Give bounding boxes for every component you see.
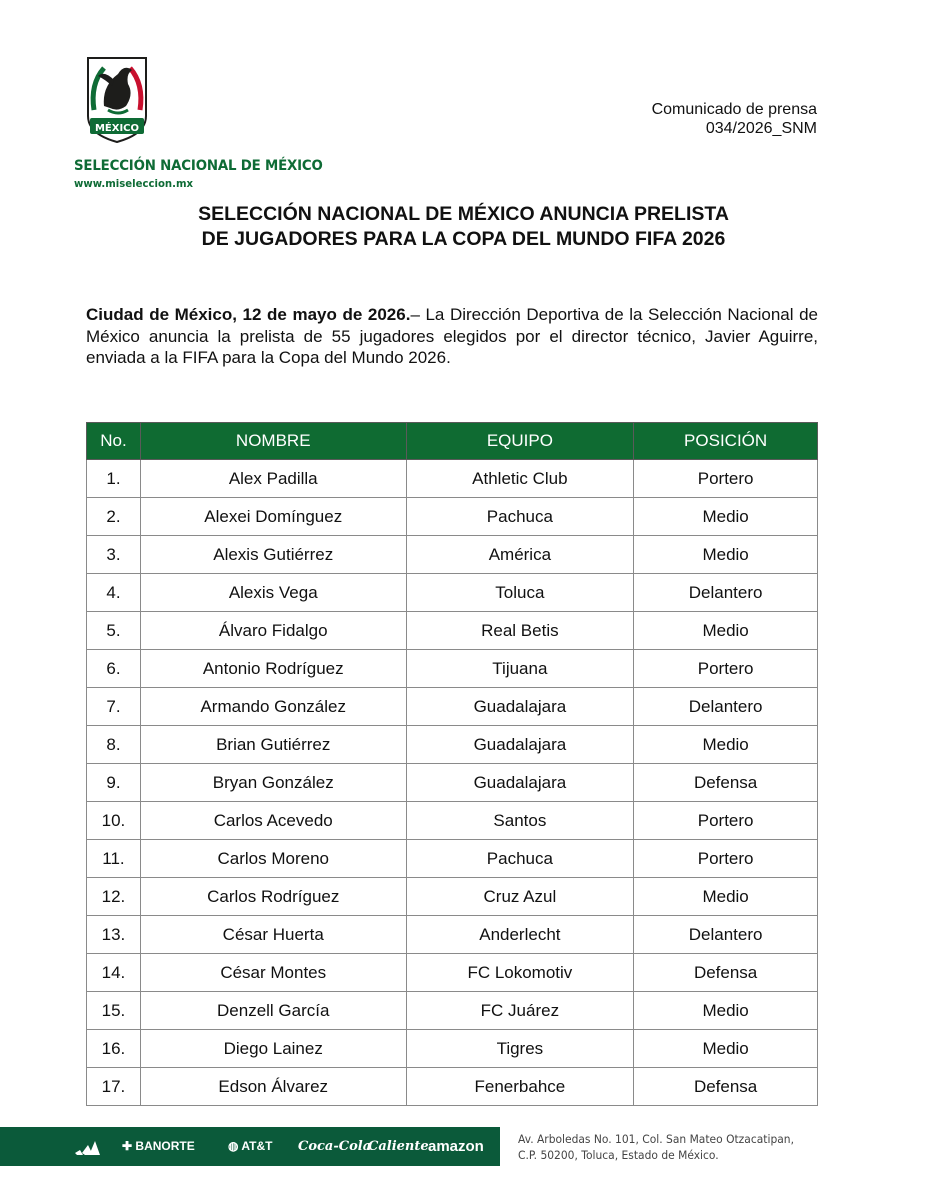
att-globe-icon: ◍ [228,1139,239,1153]
cell-position: Delantero [634,688,818,726]
cell-team: Tigres [406,1030,634,1068]
address [518,1131,794,1163]
cell-name: Antonio Rodríguez [140,650,406,688]
cell-team: Real Betis [406,612,634,650]
footer-bar [0,1127,927,1166]
cell-team: Athletic Club [406,460,634,498]
sponsor-att: ◍ AT&T [228,1139,273,1153]
table-row [87,802,818,840]
table-row [87,650,818,688]
cell-position: Portero [634,460,818,498]
cell-position: Delantero [634,574,818,612]
cell-number: 11. [87,840,141,878]
cell-name: Denzell García [140,992,406,1030]
cell-number: 4. [87,574,141,612]
press-label: Comunicado de prensa [651,101,817,118]
sponsor-strip [0,1127,500,1166]
headline-line-1: SELECCIÓN NACIONAL DE MÉXICO ANUNCIA PRELISTA [198,203,729,225]
table-row [87,916,818,954]
cell-name: Carlos Rodríguez [140,878,406,916]
cell-team: Toluca [406,574,634,612]
cell-team: FC Juárez [406,992,634,1030]
table-row [87,878,818,916]
cell-name: César Huerta [140,916,406,954]
table-row [87,498,818,536]
cell-number: 16. [87,1030,141,1068]
cell-name: Brian Gutiérrez [140,726,406,764]
banorte-icon: ✚ [122,1139,133,1153]
cell-team: Pachuca [406,840,634,878]
cell-team: FC Lokomotiv [406,954,634,992]
cell-number: 5. [87,612,141,650]
cell-number: 9. [87,764,141,802]
column-header-team: EQUIPO [406,423,634,460]
cell-number: 6. [87,650,141,688]
cell-position: Delantero [634,916,818,954]
table-row [87,536,818,574]
cell-name: Diego Lainez [140,1030,406,1068]
column-header-number: No. [87,423,141,460]
table-row [87,954,818,992]
cell-name: Armando González [140,688,406,726]
cell-name: Álvaro Fidalgo [140,612,406,650]
cell-name: Alexei Domínguez [140,498,406,536]
cell-number: 1. [87,460,141,498]
address-line-1: Av. Arboledas No. 101, Col. San Mateo Otzacatipan, [518,1132,794,1146]
sponsor-banorte: ✚ BANORTE [122,1139,195,1153]
cell-number: 13. [87,916,141,954]
table-row [87,840,818,878]
cell-number: 14. [87,954,141,992]
cell-team: Santos [406,802,634,840]
cell-team: América [406,536,634,574]
cell-name: Edson Álvarez [140,1068,406,1106]
cell-number: 2. [87,498,141,536]
cell-name: Alex Padilla [140,460,406,498]
cell-name: Bryan González [140,764,406,802]
org-name: SELECCIÓN NACIONAL DE MÉXICO [74,158,323,174]
cell-name: Alexis Gutiérrez [140,536,406,574]
press-number: 034/2026_SNM [705,120,817,137]
cell-position: Medio [634,1030,818,1068]
cell-position: Medio [634,878,818,916]
table-row [87,1068,818,1106]
table-row [87,1030,818,1068]
cell-number: 3. [87,536,141,574]
cell-position: Defensa [634,764,818,802]
cell-team: Guadalajara [406,764,634,802]
cell-position: Defensa [634,1068,818,1106]
table-row [87,726,818,764]
cell-position: Medio [634,536,818,574]
table-row [87,612,818,650]
sponsor-caliente: Caliente [368,1139,429,1154]
cell-number: 15. [87,992,141,1030]
table-row [87,460,818,498]
cell-position: Defensa [634,954,818,992]
cell-position: Portero [634,802,818,840]
cell-position: Medio [634,992,818,1030]
page-title [0,202,927,252]
intro-paragraph [86,304,818,369]
intro-body: – La Dirección Deportiva de la Selección Nacional de México anuncia la prelista de 55 jugadores elegidos por el director técnico, Javier Aguirre, enviada a la FIFA para la Copa del Mundo 2026. [86,305,818,367]
table-row [87,992,818,1030]
cell-number: 8. [87,726,141,764]
table-row [87,764,818,802]
cell-team: Fenerbahce [406,1068,634,1106]
adidas-logo-icon [74,1139,100,1155]
cell-number: 7. [87,688,141,726]
cell-position: Medio [634,612,818,650]
cell-position: Portero [634,840,818,878]
press-reference [652,100,817,138]
cell-team: Anderlecht [406,916,634,954]
cell-team: Tijuana [406,650,634,688]
org-url: www.miseleccion.mx [74,177,194,190]
table-header-row [87,423,818,460]
cell-number: 12. [87,878,141,916]
sponsor-coca-cola: Coca-Cola [298,1139,372,1154]
cell-position: Portero [634,650,818,688]
column-header-name: NOMBRE [140,423,406,460]
cell-name: Carlos Acevedo [140,802,406,840]
address-line-2: C.P. 50200, Toluca, Estado de México. [518,1148,719,1162]
table-row [87,574,818,612]
cell-team: Guadalajara [406,688,634,726]
cell-team: Cruz Azul [406,878,634,916]
cell-position: Medio [634,726,818,764]
column-header-position: POSICIÓN [634,423,818,460]
player-roster-table [86,422,818,1106]
dateline: Ciudad de México, 12 de mayo de 2026. [86,305,411,324]
cell-number: 10. [87,802,141,840]
sponsor-amazon: amazon [428,1138,484,1155]
cell-number: 17. [87,1068,141,1106]
cell-name: Alexis Vega [140,574,406,612]
crest-text: MÉXICO [94,123,140,134]
cell-team: Guadalajara [406,726,634,764]
cell-name: Carlos Moreno [140,840,406,878]
table-row [87,688,818,726]
cell-team: Pachuca [406,498,634,536]
cell-position: Medio [634,498,818,536]
cell-name: César Montes [140,954,406,992]
headline-line-2: DE JUGADORES PARA LA COPA DEL MUNDO FIFA 2026 [201,228,726,250]
